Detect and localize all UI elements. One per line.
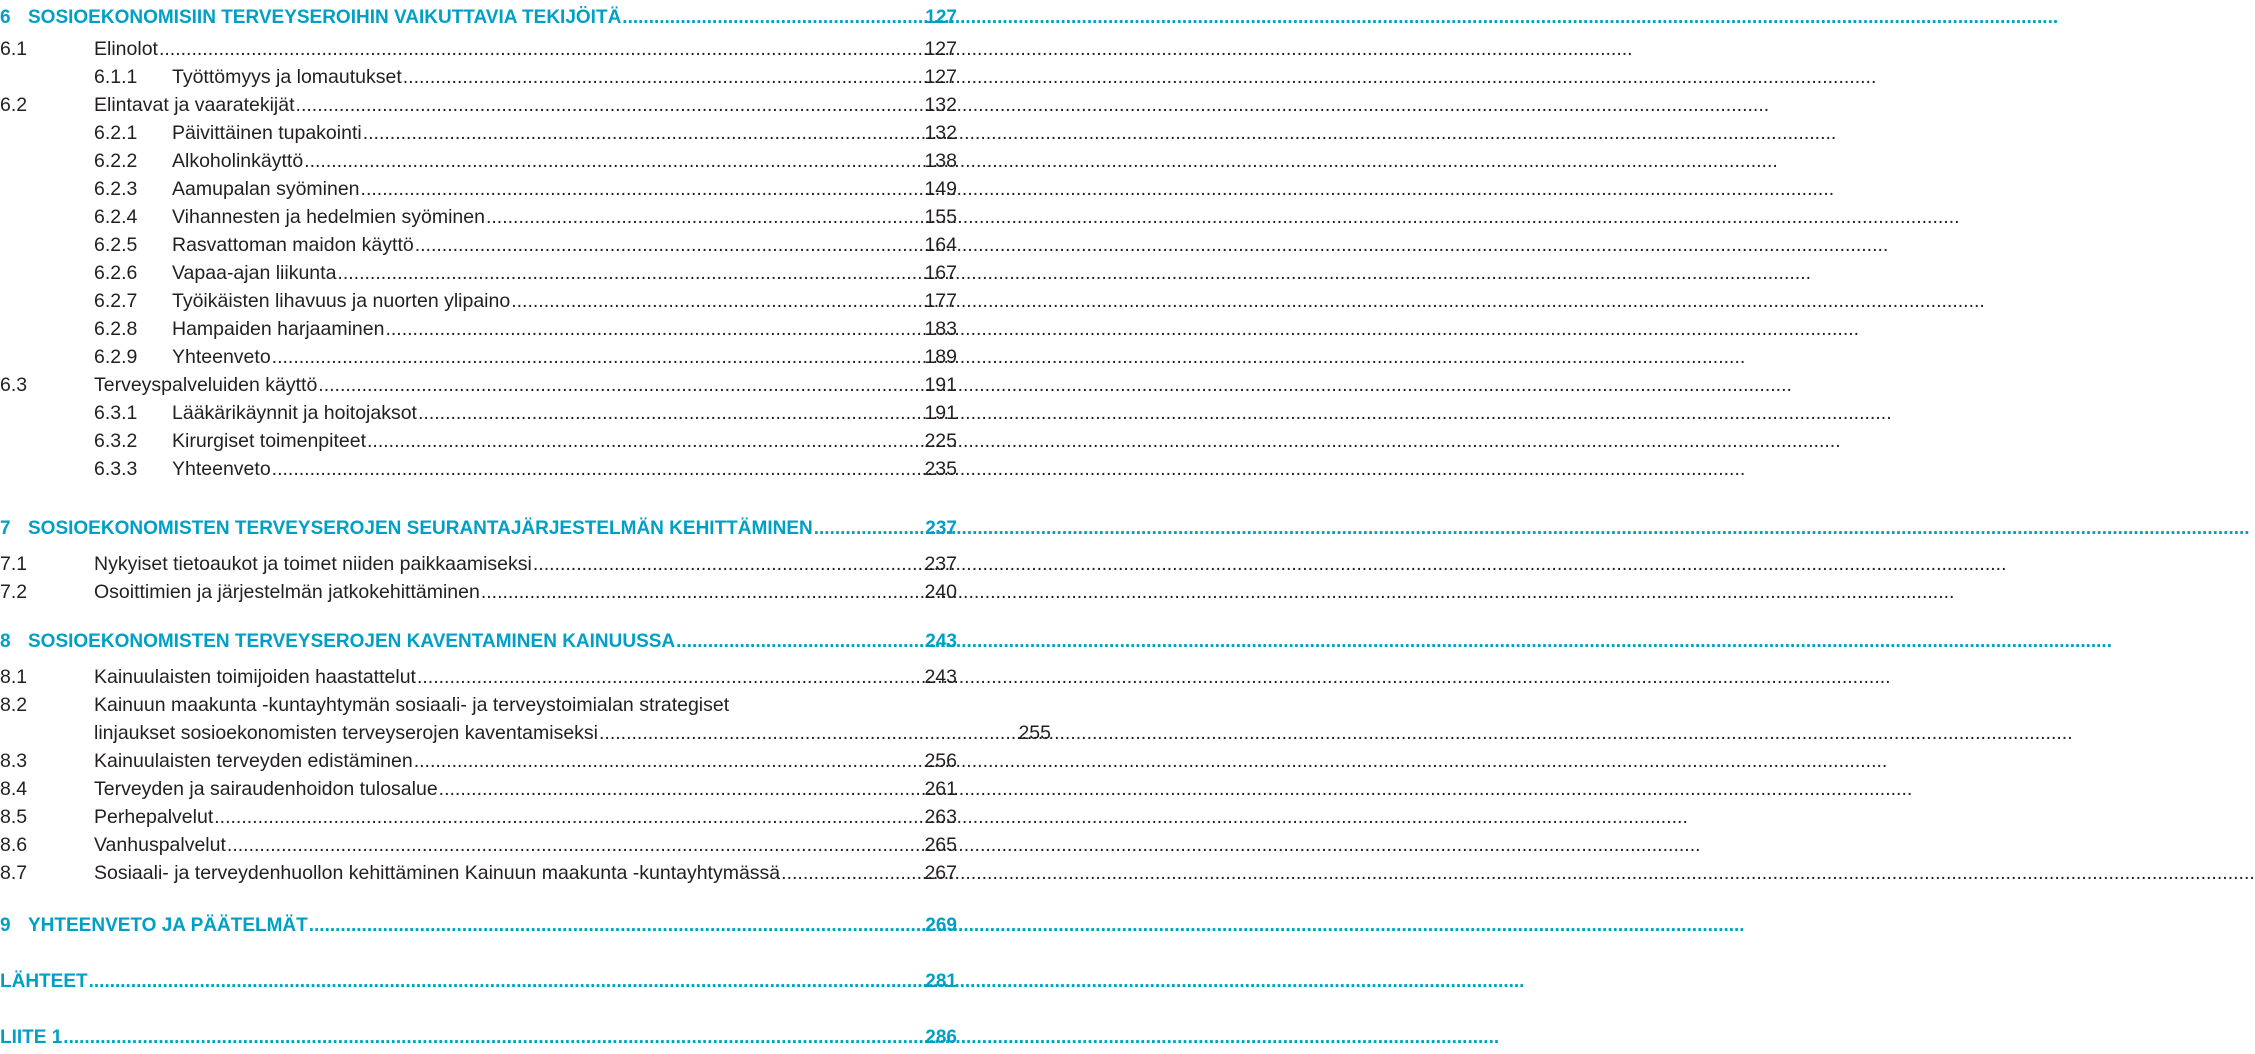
toc-number: 7.2 (0, 581, 28, 603)
dot-leader (337, 259, 923, 287)
toc-page: 127 (924, 38, 957, 60)
toc-entry-8-2-continued[interactable] (0, 719, 1051, 747)
toc-page: 164 (924, 234, 957, 256)
toc-page: 183 (924, 318, 957, 340)
dot-leader (385, 315, 923, 343)
dot-leader (676, 628, 924, 656)
dot-leader (367, 427, 923, 455)
dot-leader (63, 1024, 924, 1052)
toc-page: 255 (1018, 722, 1051, 744)
toc-entry-6-2-3[interactable] (0, 175, 957, 203)
toc-title: Hampaiden harjaaminen (172, 318, 385, 340)
toc-page: 191 (924, 374, 957, 396)
toc-page: 240 (924, 581, 957, 603)
toc-title: Rasvattoman maidon käyttö (172, 234, 414, 256)
toc-number: 6.2.2 (94, 150, 138, 172)
toc-page: 191 (924, 402, 957, 424)
toc-number: 8 (0, 631, 11, 652)
toc-entry-6-2-2[interactable] (0, 147, 957, 175)
toc-title: Kirurgiset toimenpiteet (172, 430, 367, 452)
toc-page: 177 (924, 290, 957, 312)
toc-entry-6-2-1[interactable] (0, 119, 957, 147)
toc-entry-6-2-9[interactable] (0, 343, 957, 371)
dot-leader (363, 119, 924, 147)
toc-title: Elintavat ja vaaratekijät (94, 94, 295, 116)
dot-leader (272, 343, 924, 371)
toc-chapter-6[interactable] (0, 4, 957, 32)
toc-references[interactable] (0, 968, 957, 996)
toc-entry-8-5[interactable] (0, 803, 957, 831)
toc-chapter-7[interactable] (0, 515, 957, 543)
toc-page: 132 (924, 94, 957, 116)
toc-number: 6.2.7 (94, 290, 138, 312)
toc-appendix-1[interactable] (0, 1024, 957, 1052)
toc-page: 149 (924, 178, 957, 200)
dot-leader (417, 663, 923, 691)
toc-title: Yhteenveto (172, 346, 271, 368)
toc-title: Kainuulaisten toimijoiden haastattelut (94, 666, 416, 688)
toc-number: 8.2 (0, 694, 28, 716)
dot-leader (511, 287, 923, 315)
toc-page: 237 (925, 518, 957, 539)
toc-entry-8-4[interactable] (0, 775, 957, 803)
toc-entry-8-2[interactable] (0, 691, 957, 719)
dot-leader (781, 859, 923, 887)
toc-entry-6-3-3[interactable] (0, 455, 957, 483)
toc-page: 225 (924, 430, 957, 452)
toc-page: 189 (924, 346, 957, 368)
toc-page: 261 (924, 778, 957, 800)
toc-page: 256 (924, 750, 957, 772)
toc-title: Lääkärikäynnit ja hoitojaksot (172, 402, 417, 424)
toc-number: 6.3.1 (94, 402, 138, 424)
toc-title: Kainuun maakunta -kuntayhtymän sosiaali- ja terveystoimialan strategiset (94, 694, 730, 716)
toc-page: 243 (925, 631, 957, 652)
toc-entry-8-6[interactable] (0, 831, 957, 859)
toc-entry-6-2-8[interactable] (0, 315, 957, 343)
toc-title: Sosiaali- ja terveydenhuollon kehittäminen Kainuun maakunta -kuntayhtymässä (94, 862, 781, 884)
toc-number: 6.3.3 (94, 458, 138, 480)
toc-entry-6-1[interactable] (0, 35, 957, 63)
toc-number: 6.2.8 (94, 318, 138, 340)
toc-title: Terveyspalveluiden käyttö (94, 374, 318, 396)
toc-number: 6.1.1 (94, 66, 138, 88)
toc-title: Vapaa-ajan liikunta (172, 262, 337, 284)
dot-leader (89, 968, 925, 996)
toc-entry-6-1-1[interactable] (0, 63, 957, 91)
toc-number: 6.2.5 (94, 234, 138, 256)
toc-entry-8-3[interactable] (0, 747, 957, 775)
toc-number: 6.2.6 (94, 262, 138, 284)
toc-title: LIITE 1 (0, 1027, 63, 1048)
toc-title: YHTEENVETO JA PÄÄTELMÄT (28, 915, 308, 936)
toc-number: 8.7 (0, 862, 28, 884)
dot-leader (814, 515, 925, 543)
toc-chapter-9[interactable] (0, 912, 957, 940)
toc-number: 8.5 (0, 806, 28, 828)
toc-page: 281 (925, 971, 957, 992)
toc-page: 132 (924, 122, 957, 144)
toc-title: Osoittimien ja järjestelmän jatkokehittäminen (94, 581, 480, 603)
toc-number: 8.3 (0, 750, 28, 772)
dot-leader (318, 371, 923, 399)
dot-leader (272, 455, 924, 483)
toc-entry-7-2[interactable] (0, 578, 957, 606)
dot-leader (309, 912, 925, 940)
toc-page: 138 (924, 150, 957, 172)
toc-page: 127 (925, 7, 957, 28)
toc-number: 6 (0, 7, 11, 28)
toc-number: 6.3.2 (94, 430, 138, 452)
toc-title: Terveyden ja sairaudenhoidon tulosalue (94, 778, 438, 800)
toc-entry-6-2[interactable] (0, 91, 957, 119)
toc-entry-8-1[interactable] (0, 663, 957, 691)
toc-number: 9 (0, 915, 11, 936)
toc-title: SOSIOEKONOMISIIN TERVEYSEROIHIN VAIKUTTAVIA TEKIJÖITÄ (28, 7, 622, 28)
dot-leader (439, 775, 924, 803)
dot-leader (296, 91, 924, 119)
toc-entry-6-3-2[interactable] (0, 427, 957, 455)
dot-leader (599, 719, 1017, 747)
toc-number: 6.2.3 (94, 178, 138, 200)
toc-title: Päivittäinen tupakointi (172, 122, 362, 144)
dot-leader (159, 35, 923, 63)
toc-page: 243 (924, 666, 957, 688)
toc-page: 286 (925, 1027, 957, 1048)
toc-title: Työttömyys ja lomautukset (172, 66, 402, 88)
toc-number: 6.2.9 (94, 346, 138, 368)
toc-entry-6-3-1[interactable] (0, 399, 957, 427)
toc-number: 6.1 (0, 38, 28, 60)
toc-title: Perhepalvelut (94, 806, 214, 828)
toc-title: Työikäisten lihavuus ja nuorten ylipaino (172, 290, 511, 312)
toc-number: 6.3 (0, 374, 28, 396)
toc-entry-6-2-7[interactable] (0, 287, 957, 315)
toc-title: SOSIOEKONOMISTEN TERVEYSEROJEN KAVENTAMINEN KAINUUSSA (28, 631, 676, 652)
toc-title: Kainuulaisten terveyden edistäminen (94, 750, 413, 772)
toc-number: 8.4 (0, 778, 28, 800)
toc-number: 6.2 (0, 94, 28, 116)
dot-leader (486, 203, 924, 231)
toc-chapter-8[interactable] (0, 628, 957, 656)
toc-page: 267 (924, 862, 957, 884)
toc-title: Vanhuspalvelut (94, 834, 226, 856)
dot-leader (418, 399, 923, 427)
toc-title: Nykyiset tietoaukot ja toimet niiden paikkaamiseksi (94, 553, 532, 575)
dot-leader (533, 550, 924, 578)
dot-leader (227, 831, 924, 859)
toc-title: Vihannesten ja hedelmien syöminen (172, 206, 485, 228)
toc-title: Yhteenveto (172, 458, 271, 480)
toc-number: 7 (0, 518, 11, 539)
toc-page: 167 (924, 262, 957, 284)
toc-title: SOSIOEKONOMISTEN TERVEYSEROJEN SEURANTAJÄRJESTELMÄN KEHITTÄMINEN (28, 518, 813, 539)
toc-title: LÄHTEET (0, 971, 88, 992)
toc-page: 127 (924, 66, 957, 88)
toc-number: 7.1 (0, 553, 28, 575)
dot-leader (304, 147, 923, 175)
toc-number: 6.2.4 (94, 206, 138, 228)
toc-number: 6.2.1 (94, 122, 138, 144)
toc-number: 8.1 (0, 666, 28, 688)
toc-page: 263 (924, 806, 957, 828)
dot-leader (622, 4, 924, 32)
dot-leader (481, 578, 924, 606)
dot-leader (415, 231, 924, 259)
toc-page: 265 (924, 834, 957, 856)
toc-title: Elinolot (94, 38, 158, 60)
toc-entry-6-2-6[interactable] (0, 259, 957, 287)
toc-page: 269 (925, 915, 957, 936)
toc-page: 155 (924, 206, 957, 228)
dot-leader (414, 747, 924, 775)
toc-title: Alkoholinkäyttö (172, 150, 304, 172)
toc-entry-6-2-5[interactable] (0, 231, 957, 259)
dot-leader (361, 175, 924, 203)
toc-entry-7-1[interactable] (0, 550, 957, 578)
toc-entry-6-3[interactable] (0, 371, 957, 399)
dot-leader (214, 803, 923, 831)
toc-title: linjaukset sosioekonomisten terveyserojen kaventamiseksi (94, 722, 598, 744)
toc-page: 237 (924, 553, 957, 575)
toc-title: Aamupalan syöminen (172, 178, 360, 200)
toc-entry-8-7[interactable] (0, 859, 957, 887)
toc-page: 235 (924, 458, 957, 480)
toc-entry-6-2-4[interactable] (0, 203, 957, 231)
dot-leader (403, 63, 924, 91)
toc-number: 8.6 (0, 834, 28, 856)
